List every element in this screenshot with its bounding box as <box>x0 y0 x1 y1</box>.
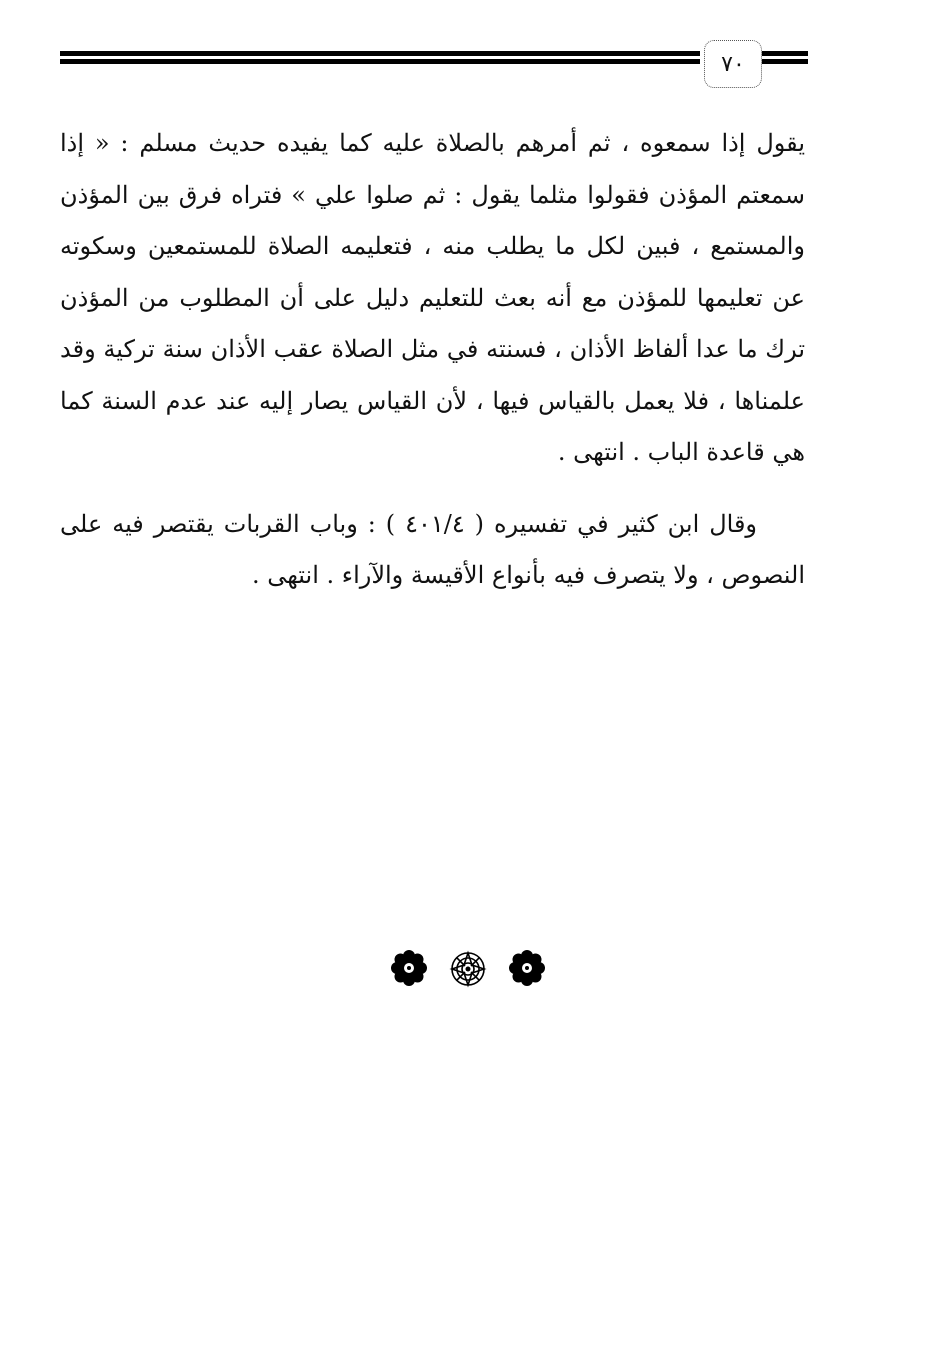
page-body <box>60 118 805 602</box>
section-end-ornaments <box>0 950 935 988</box>
page-number: ٧٠ <box>704 40 762 88</box>
flower-ornament-icon <box>391 950 427 986</box>
header-rule-right <box>762 51 808 64</box>
page-header <box>60 38 808 90</box>
flower-ornament-icon <box>509 950 545 986</box>
paragraph-1: يقول إذا سمعوه ، ثم أمرهم بالصلاة عليه كما يفيده حديث مسلم : « إذا سمعتم المؤذن فقولوا مثلما يقول : ثم صلوا علي » فتراه فرق بين المؤذن والمستمع ، فبين لكل ما يطلب منه ، فتعليمه الصلاة للمستمعين وسكوته عن تعليمها للمؤذن مع أنه بعث للتعليم دليل على أن المطلوب من المؤذن ترك ما عدا ألفاظ الأذان ، فسنته في مثل الصلاة عقب الأذان سنة تركية وقد علمناها ، فلا يعمل بالقياس فيها ، لأن القياس يصار إليه عند عدم السنة كما هي قاعدة الباب . انتهى . <box>60 129 806 466</box>
header-rule-left <box>60 51 700 64</box>
paragraph-2: وقال ابن كثير في تفسيره ( ٤٠١/٤ ) : وباب القربات يقتصر فيه على النصوص ، ولا يتصرف فيه بأنواع الأقيسة والآراء . انتهى . <box>60 509 805 589</box>
rosette-ornament-icon <box>449 950 487 988</box>
